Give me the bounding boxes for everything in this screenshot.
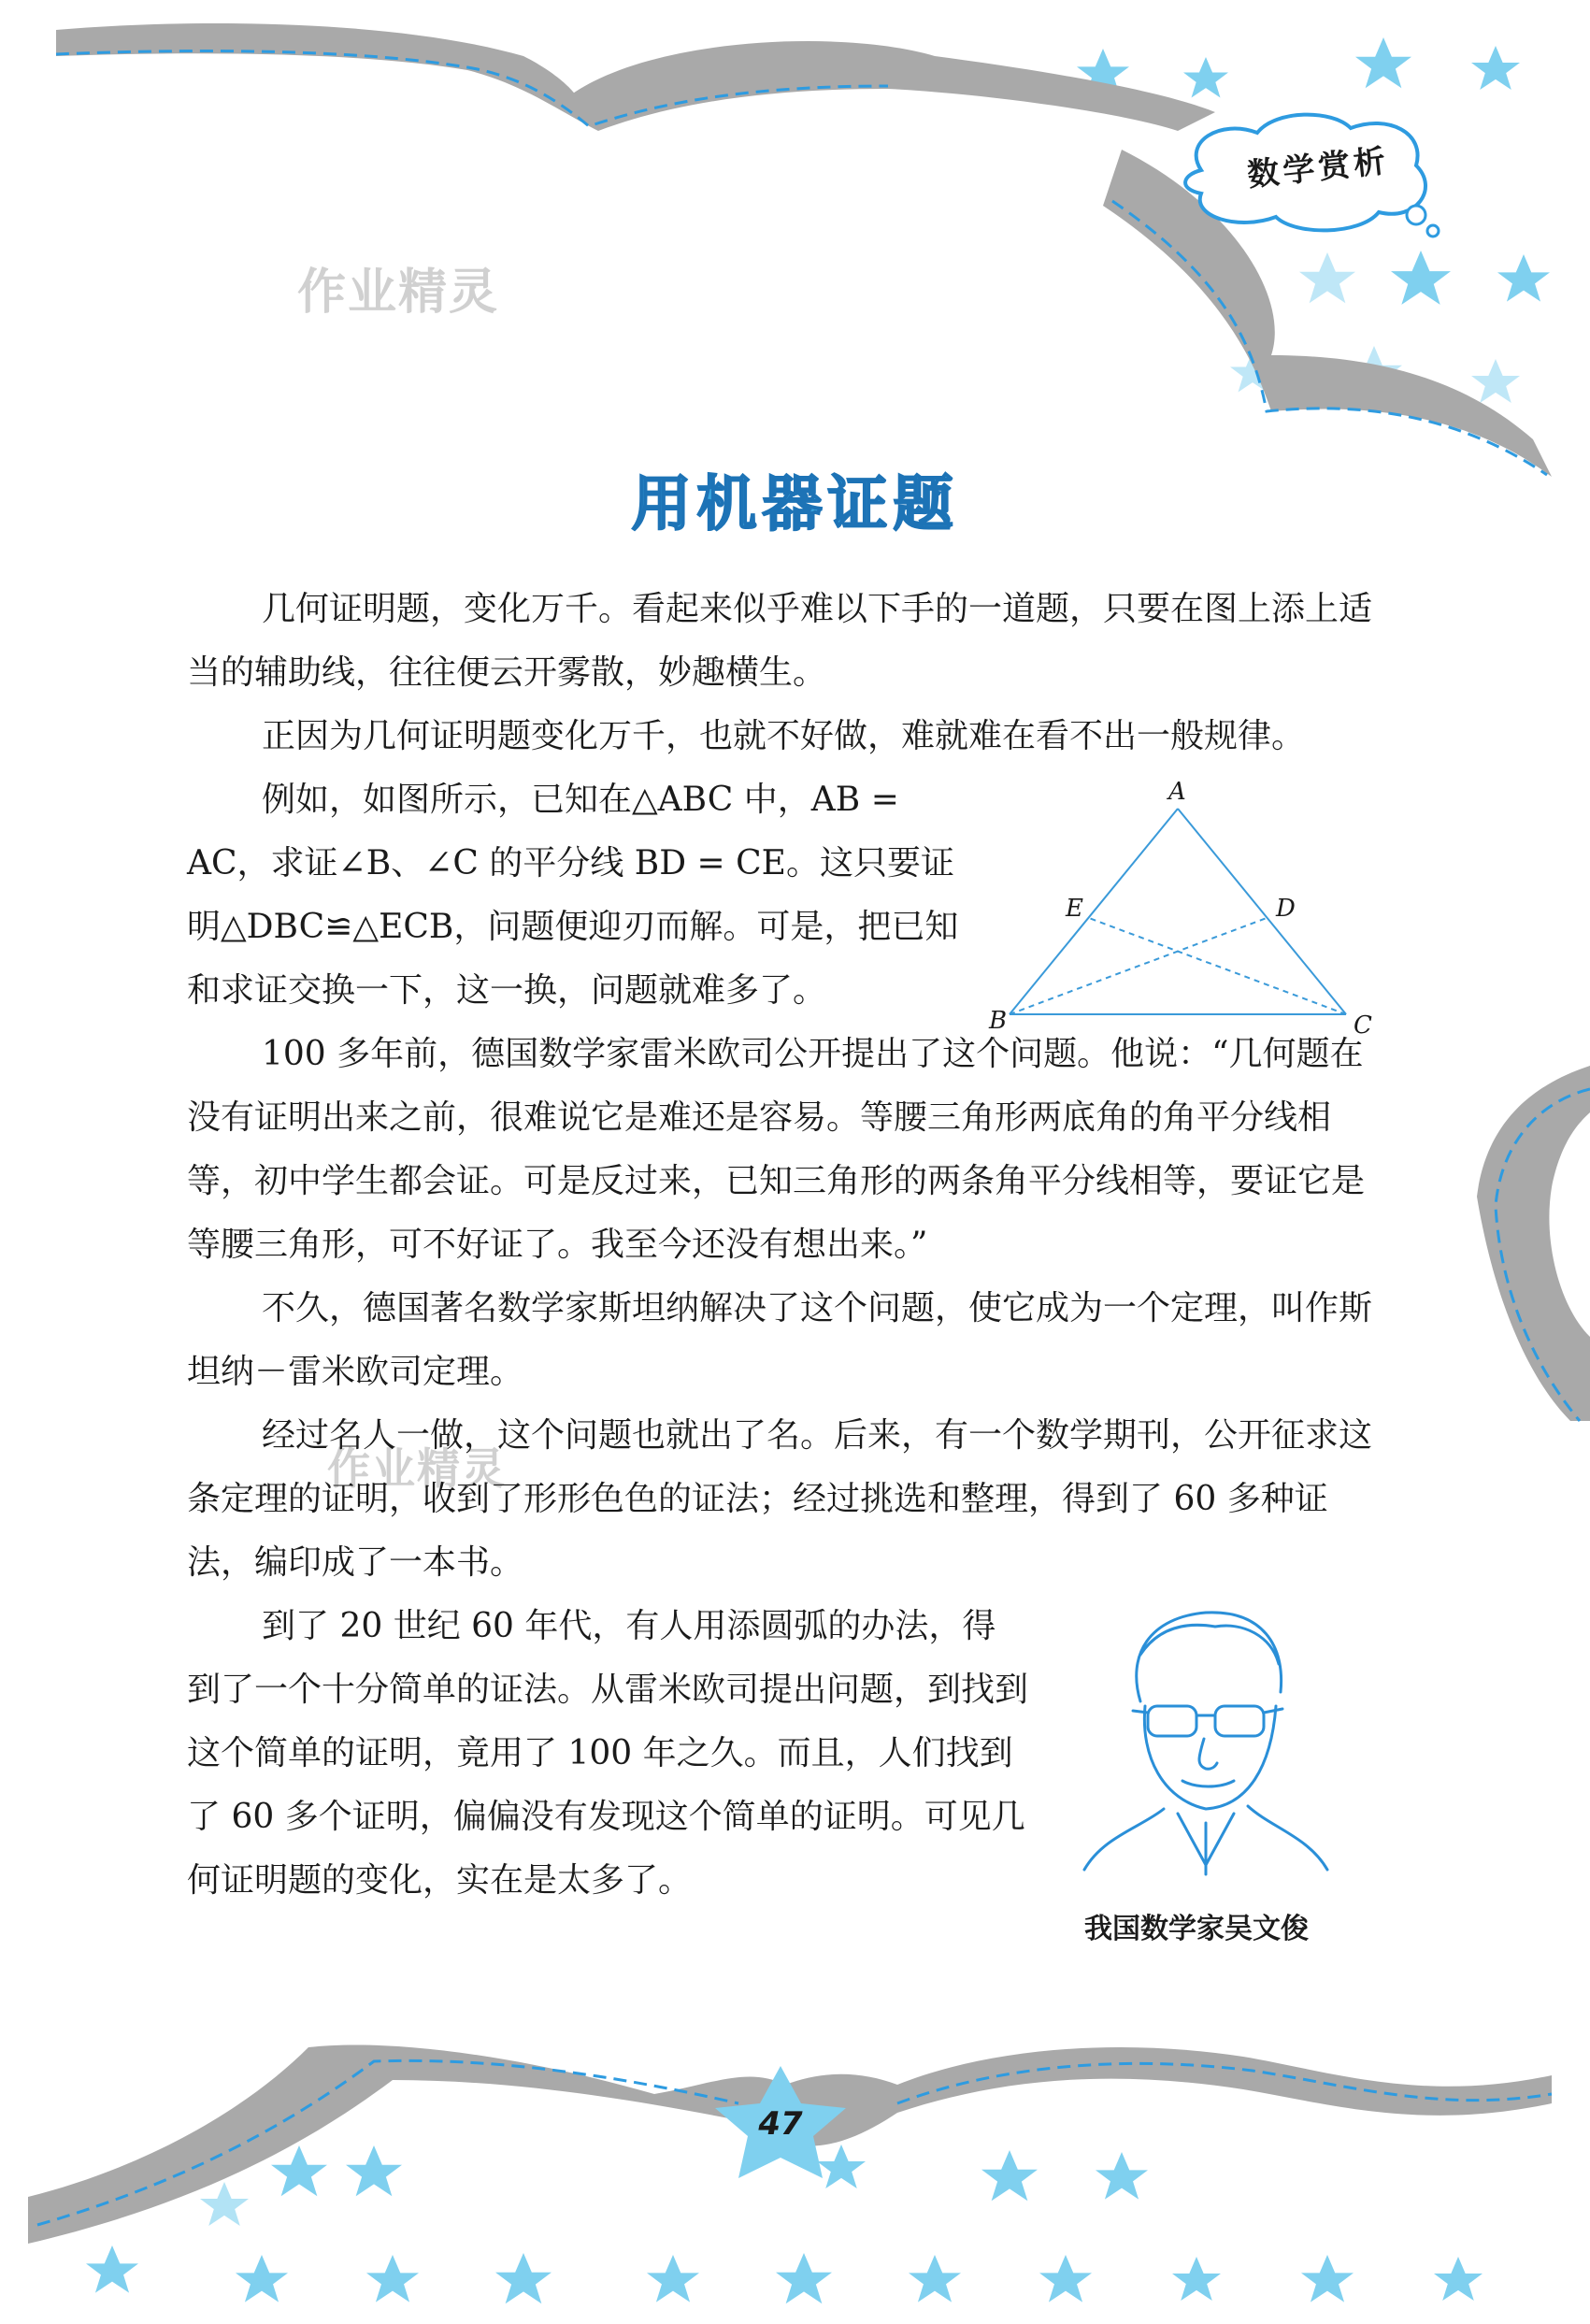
page-number: 47 [758,2105,803,2143]
label-c: C [1354,1011,1372,1040]
label-e: E [1066,895,1083,923]
paragraph-1: 几何证明题，变化万千。看起来似乎难以下手的一道题，只要在图上添上适当的辅助线，往往便云开雾散，妙趣横生。 [187,590,1373,692]
watermark-2: 作业精灵 [327,1443,507,1494]
paragraph-5: 不久，德国著名数学家斯坦纳解决了这个问题，使它成为一个定理，叫作斯坦纳－雷米欧司定理。 [187,1289,1373,1391]
star-pattern-bottom [86,2145,1483,2303]
article-title: 用机器证题 [631,469,959,539]
portrait-sketch [1075,1599,1337,1888]
paragraph-7: 到了 20 世纪 60 年代，有人用添圆弧的办法，得到了一个十分简单的证法。从雷米欧司提出问题，到找到这个简单的证明，竟用了 100 年之久。而且，人们找到了 60 多个证明，偏偏没有发现这个简单的证明。可见几何证明题的变化，实在是太多了。 [187,1607,1029,1900]
paragraph-3: 例如，如图所示，已知在△ABC 中，AB = AC，求证∠B、∠C 的平分线 BD = CE。这只要证明△DBC≌△ECB，问题便迎刃而解。可是，把已知和求证交换一下，这一换，问题就难多了。 [187,781,959,1010]
triangle-figure [981,776,1393,1047]
watermark: 作业精灵 [297,265,500,321]
paragraph-2: 正因为几何证明题变化万千，也就不好做，难就难在看不出一般规律。 [262,717,1306,755]
label-b: B [989,1007,1008,1035]
paragraph-6: 经过名人一做，这个问题也就出了名。后来，有一个数学期刊，公开征求这条定理的证明，收到了形形色色的证法；经过挑选和整理，得到了 60 多种证法，编印成了一本书。 [187,1416,1373,1582]
label-d: D [1276,895,1296,923]
portrait-caption: 我国数学家吴文俊 [1084,1913,1309,1945]
side-ac [1178,809,1346,1014]
label-a: A [1168,778,1186,806]
section-tag: 数学赏析 [1245,142,1392,194]
side-ab [1010,809,1178,1014]
paragraph-4: 100 多年前，德国数学家雷米欧司公开提出了这个问题。他说：“几何题在没有证明出来之前，很难说它是难还是容易。等腰三角形两底角的角平分线相等，初中学生都会证。可是反过来，已知三角形的两条角平分线相等，要证它是等腰三角形，可不好证了。我至今还没有想出来。” [187,1035,1366,1264]
